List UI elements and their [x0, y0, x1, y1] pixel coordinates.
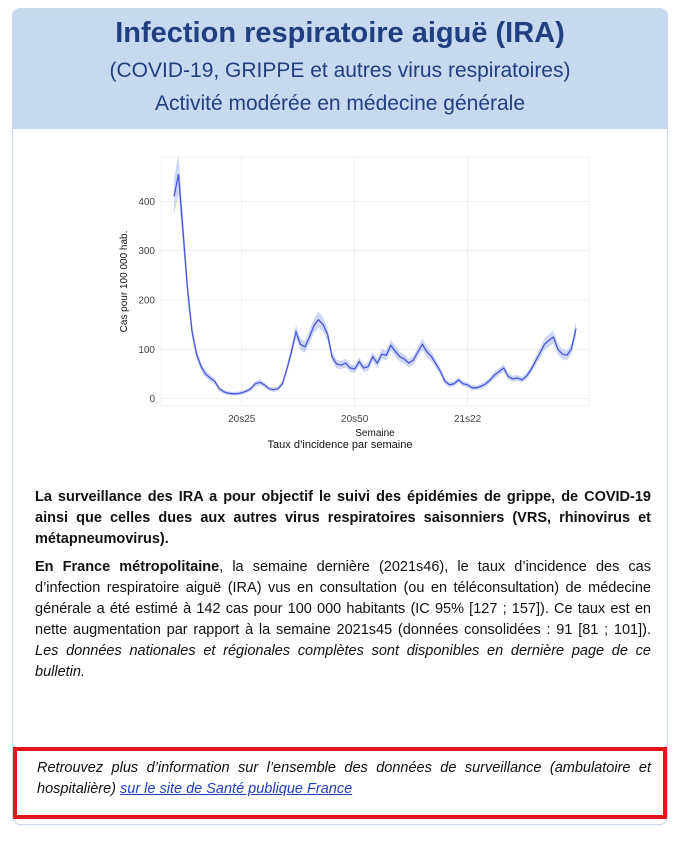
- page-subtitle: (COVID-19, GRIPPE et autres virus respiratoires): [109, 59, 571, 82]
- lead-paragraph: La surveillance des IRA a pour objectif le suivi des épidémies de grippe, de COVID-19 ainsi que celles dues aux autres virus respiratoires saisonniers (VRS, rhinovirus et métapneumovirus).: [35, 489, 651, 547]
- activity-status: Activité modérée en médecine générale: [154, 92, 526, 115]
- callout-intro: Retrouvez plus d’information sur l’ensemble des données de surveillance (ambulatoire et hospitalière): [37, 760, 651, 797]
- x-tick-label: 21s22: [453, 414, 482, 425]
- page-title: Infection respiratoire aiguë (IRA): [115, 17, 565, 49]
- region-label: En France métropolitaine: [35, 559, 220, 575]
- header-banner: [13, 9, 667, 129]
- chart-caption: Taux d’incidence par semaine: [267, 439, 413, 451]
- incidence-line: [174, 174, 576, 393]
- incidence-chart-svg: [101, 149, 591, 439]
- body-italic-text: Les données nationales et régionales complètes sont disponibles en dernière page de ce bulletin.: [35, 643, 651, 680]
- x-tick-label: 20s25: [228, 414, 256, 425]
- body-text: , la semaine dernière (2021s46), le taux d’incidence des cas d’infection respiratoire aiguë (IRA) vus en consultation (ou en téléconsultation) de médecine générale a été estimé à 142 cas pour 100 000 habitants (IC 95% [127 ; 157]). Ce taux est en nette augmentation par rapport à la semaine 2021s45 (données consolidées : 91 [81 ; 101]).: [35, 559, 651, 638]
- y-tick-label: 100: [138, 344, 155, 356]
- info-callout: [13, 747, 667, 819]
- spf-site-link[interactable]: sur le site de Santé publique France: [120, 781, 353, 797]
- plot-area: [161, 157, 589, 406]
- text-block: [35, 487, 651, 683]
- y-tick-label: 200: [138, 295, 155, 307]
- y-axis-label: Cas pour 100 000 hab.: [119, 230, 130, 333]
- y-tick-label: 300: [138, 246, 155, 258]
- incidence-chart: [101, 149, 591, 469]
- callout-text: [37, 758, 651, 800]
- y-tick-label: 400: [138, 196, 155, 208]
- x-axis-label: Semaine: [355, 428, 395, 439]
- y-tick-label: 0: [149, 394, 155, 406]
- x-tick-label: 20s50: [341, 414, 369, 425]
- body-paragraph: [35, 557, 651, 683]
- bulletin-panel: [12, 8, 668, 825]
